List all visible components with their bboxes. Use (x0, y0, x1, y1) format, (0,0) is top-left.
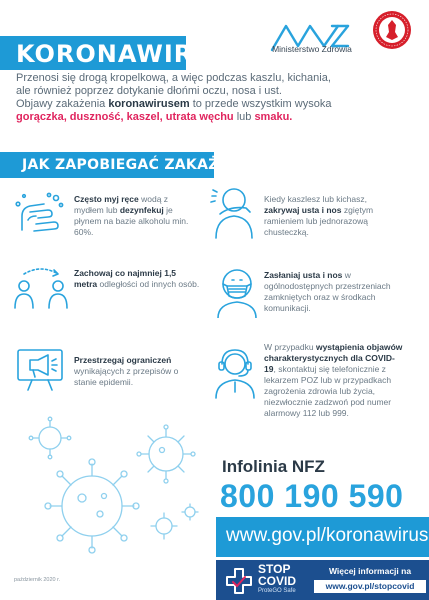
tip-follow-rules (74, 355, 200, 388)
tip-text: zgiętym ramieniem lub jednorazową chusteczką. (264, 205, 374, 237)
tip-text: wodą z mydłem lub (74, 194, 169, 215)
tip-wear-mask (264, 270, 404, 314)
hotline-label: Infolinia NFZ (222, 457, 325, 476)
intro-text-segment: to przede wszystkim wysoka (189, 98, 332, 110)
doctor-headset-icon (210, 344, 260, 400)
symptoms-highlight: gorączka, duszność, kaszel, utrata węchu (16, 111, 234, 123)
virus-illustration (14, 408, 210, 564)
website-link[interactable]: www.gov.pl/koronawirus (226, 525, 429, 546)
hotline-number[interactable]: 800 190 590 (220, 478, 404, 514)
tip-text: wynikających z przepisów o stanie epidemii. (74, 366, 179, 387)
intro-line: ale również poprzez dotykanie dłońmi oczu, nosa i ust. (16, 85, 282, 97)
tip-text: Kiedy kaszlesz lub kichasz, (264, 194, 367, 204)
more-info-label: Więcej informacji na (328, 566, 412, 576)
tip-emphasis: Często myj ręce (74, 194, 139, 204)
tip-emphasis: zakrywaj usta i nos (264, 205, 342, 215)
tip-cover-cough (264, 194, 404, 238)
stopcovid-link[interactable]: www.gov.pl/stopcovid (314, 580, 426, 593)
tip-text: W przypadku (264, 342, 316, 352)
cough-cover-icon (210, 184, 260, 240)
publication-date: październik 2020 r. (14, 577, 61, 583)
tip-keep-distance (74, 268, 200, 290)
tip-emphasis: Zasłaniaj usta i nos (264, 270, 343, 280)
state-emblem-icon (372, 10, 412, 50)
tip-text: w ogólnodostępnych przestrzeniach zamkniętych oraz w środkach komunikacji. (264, 270, 391, 313)
tip-emphasis: Przestrzegaj ograniczeń (74, 355, 172, 365)
tip-emphasis: dezynfekuj (119, 205, 164, 215)
tip-text: odległości od innych osób. (97, 279, 200, 289)
tip-text: je płynem na bazie alkoholu min. 60%. (74, 205, 189, 237)
tip-emphasis: Zachowaj co najmniej 1,5 metra (74, 268, 177, 289)
intro-text-segment: lub (233, 111, 255, 123)
face-mask-icon (212, 264, 262, 318)
stopcovid-line: COVID (258, 574, 297, 588)
ministry-of-health-logo (268, 10, 352, 64)
tip-emphasis: wystąpienia objawów charakterystycznych dla COVID-19 (264, 342, 403, 374)
megaphone-notice-icon (16, 348, 66, 392)
intro-text-segment: Objawy zakażenia (16, 98, 109, 110)
tip-contact-doctor (264, 342, 404, 419)
social-distance-icon (12, 266, 70, 310)
stopcovid-line: STOP (258, 562, 291, 576)
intro-text (16, 72, 416, 124)
ministry-name: Ministerstwo Zdrowia (272, 44, 352, 54)
hand-washing-icon (14, 190, 66, 236)
tip-wash-hands (74, 194, 196, 238)
page-title: KORONAWIRUS (16, 40, 233, 68)
intro-keyword: koronawirusem (108, 98, 190, 110)
intro-line: Przenosi się drogą kropelkową, a więc podczas kaszlu, kichania, (16, 72, 331, 84)
stopcovid-title (258, 563, 296, 587)
medical-cross-icon (224, 566, 254, 596)
tip-text: , skontaktuj się telefonicznie z lekarzem POZ lub w przypadkach zagrożenia zdrowia lub życia, niezwłocznie zadzwoń pod numer alarmowy 112 lub 999. (264, 364, 392, 418)
section-title: JAK ZAPOBIEGAĆ ZAKAŻENIU? (22, 157, 267, 173)
stopcovid-subtitle: ProteGO Safe (258, 588, 296, 594)
symptoms-highlight: smaku. (254, 111, 293, 123)
